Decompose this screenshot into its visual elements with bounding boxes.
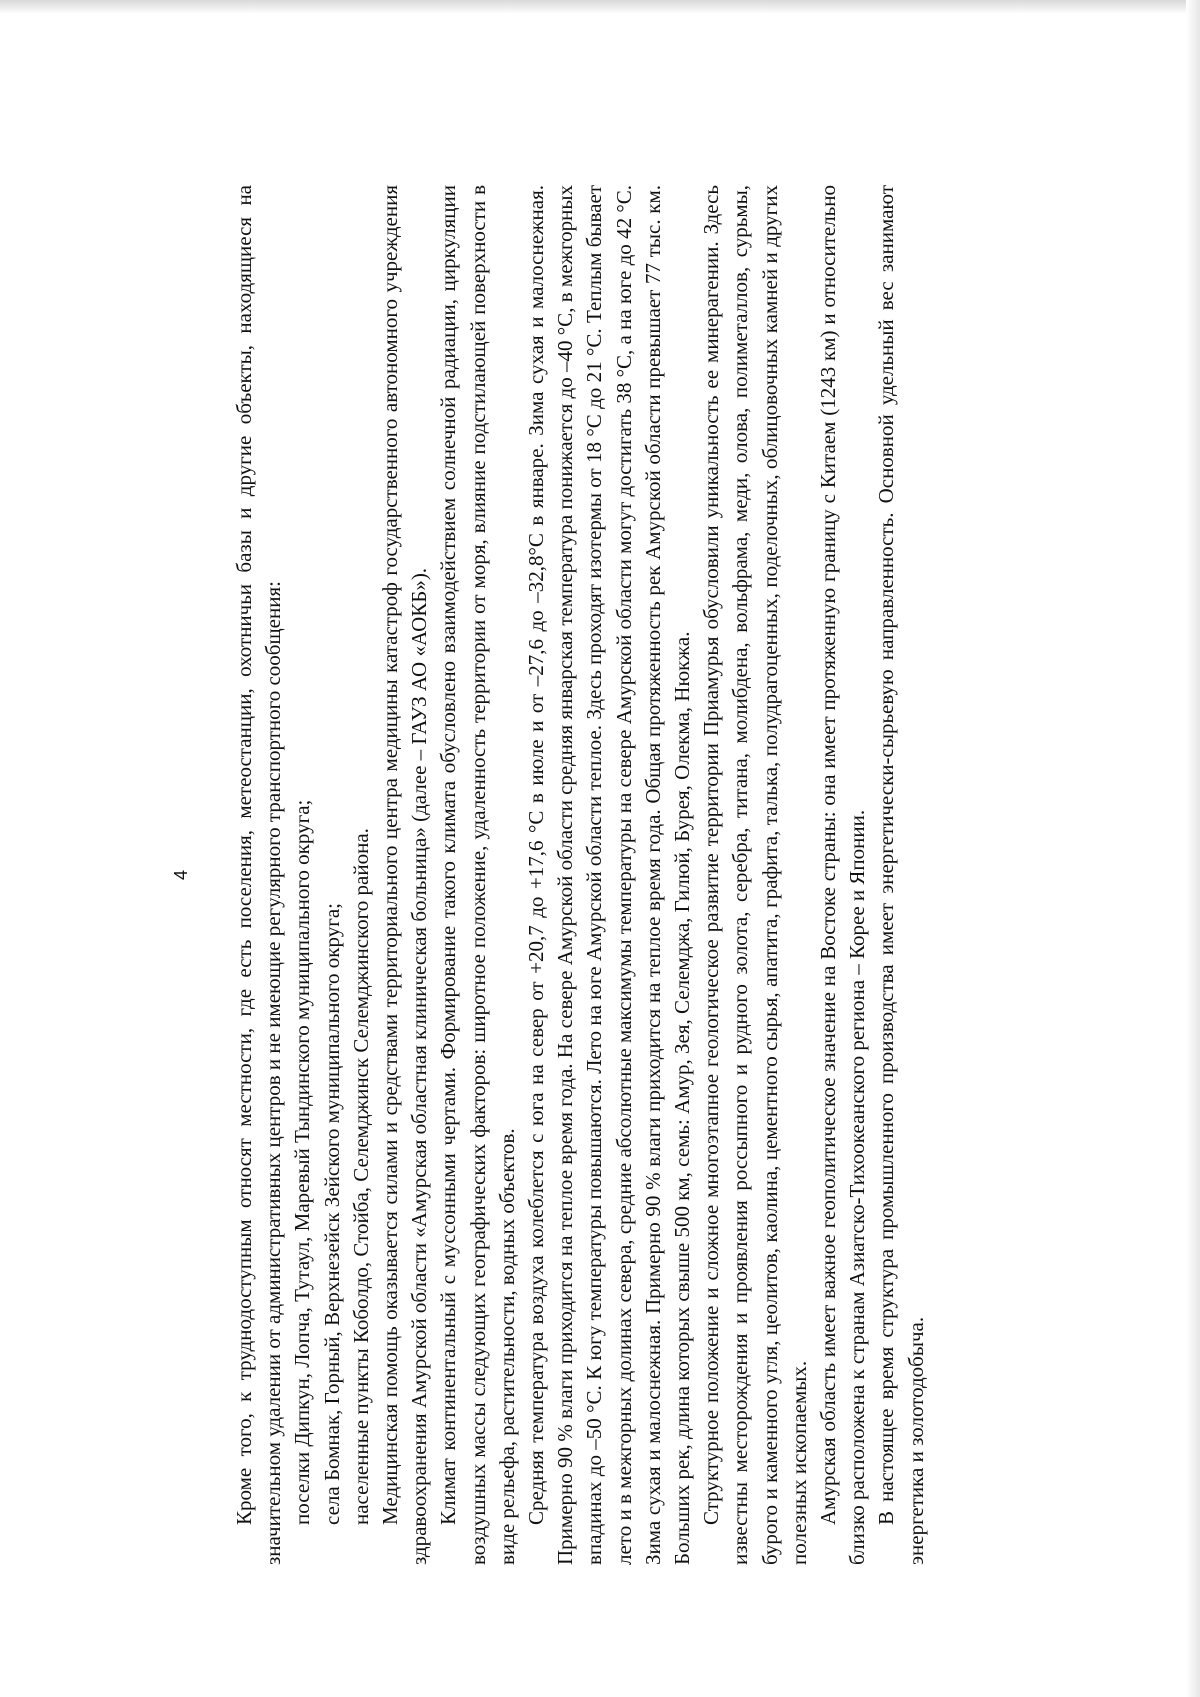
list-item-selemdzha-settlements: населенные пункты Коболдо, Стойба, Селемджинск Селемджинского района. <box>348 828 373 1525</box>
page-number: 4 <box>171 870 191 881</box>
scan-shadow-top <box>0 0 1200 14</box>
document-page <box>170 185 1070 1565</box>
paragraph-industry: В настоящее время структура промышленного производства имеет энергетически-сырьевую направленность. Основной удельный вес занимают энергетика и золотодобыча. <box>874 185 928 1565</box>
paragraph-medical-care: Медицинская помощь оказывается силами и средствами территориального центра медицины катастроф государственного автономного учреждения здравоохранения Амурской области «Амурская областная клиническая больница» (далее – ГАУЗ АО «АОКБ»). <box>378 185 432 1565</box>
paragraph-remote-areas: Кроме того, к труднодоступным относят местности, где есть поселения, метеостанции, охотничьи базы и другие объекты, находящиеся на значительном удалении от административных центров и не имеющие регулярного транспортного сообщения: <box>232 185 286 1565</box>
paragraph-geopolitics: Амурская область имеет важное геополитическое значение на Востоке страны: она имеет протяженную границу с Китаем (1243 км) и относительно близко расположена к странам Азиатско-Тихоокеанского региона – Корее и Японии. <box>816 185 870 1565</box>
list-item-tynda-villages: поселки Дипкун, Лопча, Тутаул, Маревый Тындинского муниципального округа; <box>290 799 315 1525</box>
scan-shadow-right <box>1186 0 1200 1697</box>
paragraph-geology: Структурное положение и сложное многоэтапное геологическое развитие территории Приамурья обусловили уникальность ее минерагении. Здесь известны месторождения и проявления россыпного и рудного золота, серебра, титана, молибдена, вольфрама, меди, олова, полиметаллов, сурьмы, бурого и каменного угля, цеолитов, каолина, цементного сырья, апатита, графита, талька, полудрагоценных, поделочных, облицовочных камней и других полезных ископаемых. <box>699 185 811 1565</box>
paragraph-temperature: Средняя температура воздуха колеблется с юга на север от +20,7 до +17,6 °С в июле и от –27,6 до –32,8°С в январе. Зима сухая и малоснежная. Примерно 90 % влаги приходится на теплое время года. На севере Амурской области средняя январская температура понижается до –40 °С, в межгорных впадинах до –50 °С. К югу температуры повышаются. Лето на юге Амурской области теплое. Здесь проходят изотермы от 18 °С до 21 °С. Теплым бывает лето и в межгорных долинах севера, средние абсолютные максимумы температуры на севере Амурской области могут достигать 38 °С, а на юге до 42 °С. Зима сухая и малоснежная. Примерно 90 % влаги приходится на теплое время года. Общая протяженность рек Амурской области превышает 77 тыс. км. Больших рек, длина которых свыше 500 км, семь: Амур, Зея, Селемджа, Гилюй, Бурея, Олекма, Нюкжа. <box>524 185 695 1565</box>
paragraph-climate: Климат континентальный с муссонными чертами. Формирование такого климата обусловлено взаимодействием солнечной радиации, циркуляции воздушных массы следующих географических факторов: широтное положение, удаленность территории от моря, влияние подстилающей поверхности в виде рельефа, растительности, водных объектов. <box>436 185 519 1565</box>
list-item-zeya-villages: села Бомнак, Горный, Верхнезейск Зейского муниципального округа; <box>319 902 344 1525</box>
document-body <box>230 185 931 1565</box>
